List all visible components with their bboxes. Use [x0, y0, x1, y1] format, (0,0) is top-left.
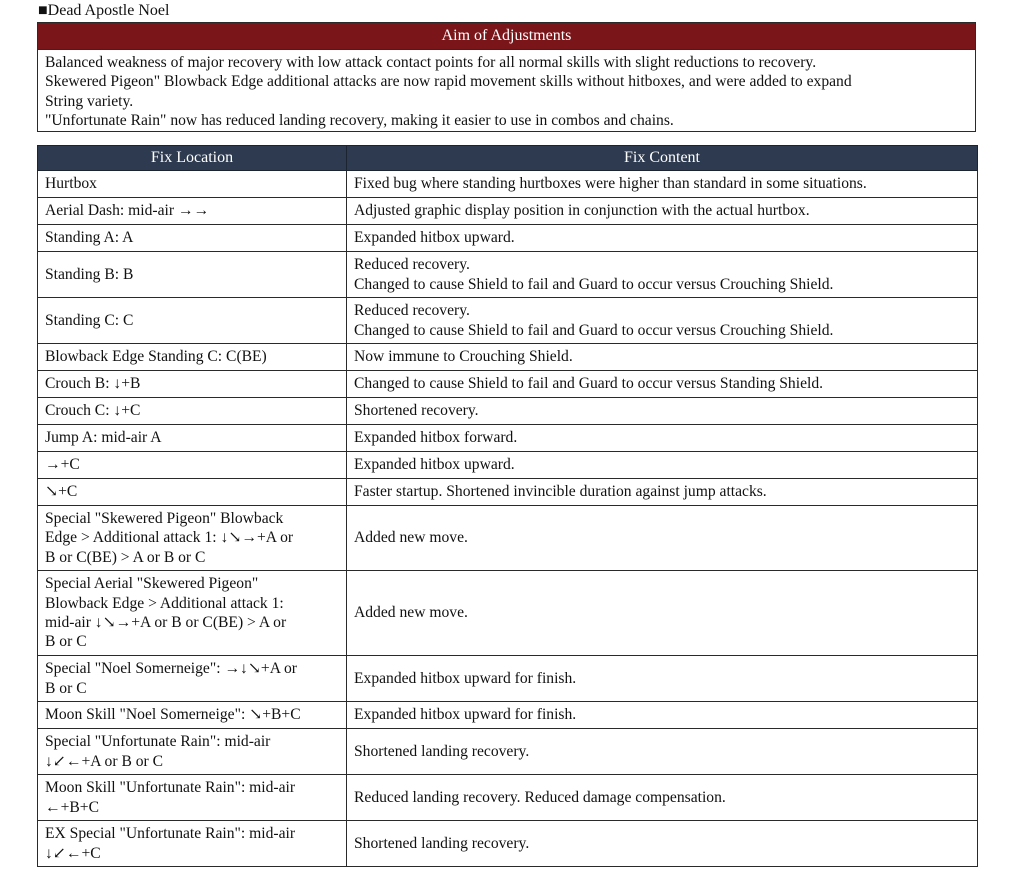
- fix-location-cell: Special "Unfortunate Rain": mid-air ↓↙←+A or B or C: [38, 729, 347, 775]
- table-row: [38, 702, 978, 729]
- table-row: [38, 729, 978, 775]
- column-header-fix-location: Fix Location: [38, 146, 347, 171]
- fix-location-cell: Standing B: B: [38, 252, 347, 298]
- fix-location-cell: Standing A: A: [38, 225, 347, 252]
- fix-content-cell: Expanded hitbox upward for finish.: [347, 656, 978, 702]
- fix-table-body: [38, 171, 978, 867]
- fix-content-cell: Now immune to Crouching Shield.: [347, 344, 978, 371]
- fix-content-cell: Added new move.: [347, 506, 978, 571]
- fix-location-cell: Aerial Dash: mid-air →→: [38, 198, 347, 225]
- table-row: [38, 775, 978, 821]
- fix-content-cell: Changed to cause Shield to fail and Guard to occur versus Standing Shield.: [347, 371, 978, 398]
- fix-content-cell: Expanded hitbox upward.: [347, 225, 978, 252]
- table-row: [38, 398, 978, 425]
- fix-location-cell: →+C: [38, 452, 347, 479]
- table-row: [38, 344, 978, 371]
- aim-of-adjustments-panel: [37, 22, 976, 132]
- page-title: ■Dead Apostle Noel: [38, 2, 170, 19]
- table-row: [38, 171, 978, 198]
- fix-content-cell: Expanded hitbox forward.: [347, 425, 978, 452]
- fix-location-cell: Moon Skill "Noel Somerneige": ↘+B+C: [38, 702, 347, 729]
- fix-location-cell: Hurtbox: [38, 171, 347, 198]
- table-row: [38, 425, 978, 452]
- fix-location-cell: Crouch B: ↓+B: [38, 371, 347, 398]
- fix-content-cell: Adjusted graphic display position in conjunction with the actual hurtbox.: [347, 198, 978, 225]
- fix-location-cell: Special "Skewered Pigeon" Blowback Edge > Additional attack 1: ↓↘→+A or B or C(BE) > A or B or C: [38, 506, 347, 571]
- table-row: [38, 298, 978, 344]
- table-row: [38, 198, 978, 225]
- fix-location-cell: Jump A: mid-air A: [38, 425, 347, 452]
- column-header-fix-content: Fix Content: [347, 146, 978, 171]
- fix-content-cell: Added new move.: [347, 571, 978, 656]
- table-row: [38, 225, 978, 252]
- fix-location-cell: Crouch C: ↓+C: [38, 398, 347, 425]
- fix-content-cell: Reduced landing recovery. Reduced damage compensation.: [347, 775, 978, 821]
- fix-location-cell: Blowback Edge Standing C: C(BE): [38, 344, 347, 371]
- table-row: [38, 821, 978, 867]
- aim-title: Aim of Adjustments: [38, 23, 975, 50]
- fix-content-cell: Expanded hitbox upward for finish.: [347, 702, 978, 729]
- fix-location-cell: Special Aerial "Skewered Pigeon" Blowback Edge > Additional attack 1: mid-air ↓↘→+A or B or C(BE) > A or B or C: [38, 571, 347, 656]
- table-row: [38, 252, 978, 298]
- table-header-row: [38, 146, 978, 171]
- table-row: [38, 571, 978, 656]
- aim-description: Balanced weakness of major recovery with low attack contact points for all normal skills with slight reductions to recovery. Skewered Pigeon" Blowback Edge additional attacks are now rapid movement skills without hitboxes, and were added to expand String variety. "Unfortunate Rain" now has reduced landing recovery, making it easier to use in combos and chains.: [45, 54, 852, 129]
- fix-location-cell: Standing C: C: [38, 298, 347, 344]
- fix-content-cell: Reduced recovery. Changed to cause Shield to fail and Guard to occur versus Crouching Shield.: [347, 298, 978, 344]
- fix-content-cell: Shortened recovery.: [347, 398, 978, 425]
- fix-content-cell: Shortened landing recovery.: [347, 821, 978, 867]
- fix-table: [37, 145, 978, 867]
- fix-location-cell: Special "Noel Somerneige": →↓↘+A or B or C: [38, 656, 347, 702]
- fix-location-cell: Moon Skill "Unfortunate Rain": mid-air ←+B+C: [38, 775, 347, 821]
- table-row: [38, 479, 978, 506]
- table-row: [38, 371, 978, 398]
- fix-content-cell: Reduced recovery. Changed to cause Shield to fail and Guard to occur versus Crouching Shield.: [347, 252, 978, 298]
- fix-location-cell: ↘+C: [38, 479, 347, 506]
- fix-location-cell: EX Special "Unfortunate Rain": mid-air ↓↙←+C: [38, 821, 347, 867]
- fix-content-cell: Faster startup. Shortened invincible duration against jump attacks.: [347, 479, 978, 506]
- table-row: [38, 506, 978, 571]
- fix-content-cell: Fixed bug where standing hurtboxes were higher than standard in some situations.: [347, 171, 978, 198]
- fix-content-cell: Shortened landing recovery.: [347, 729, 978, 775]
- table-row: [38, 656, 978, 702]
- fix-content-cell: Expanded hitbox upward.: [347, 452, 978, 479]
- table-row: [38, 452, 978, 479]
